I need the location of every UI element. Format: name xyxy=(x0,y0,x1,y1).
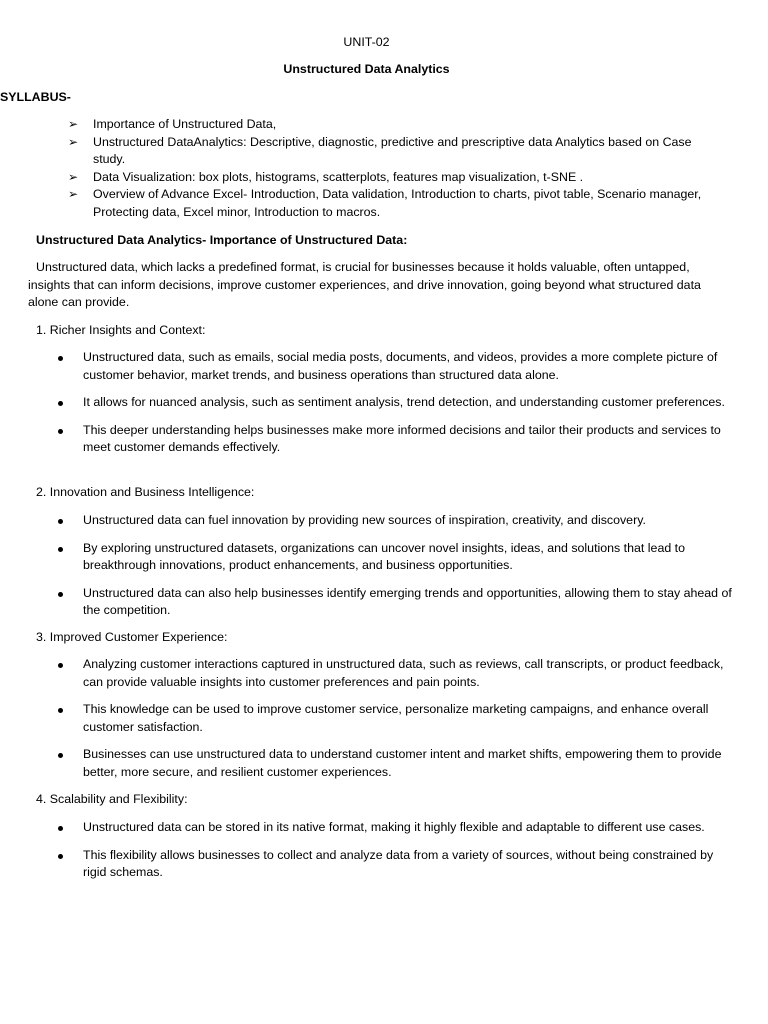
intro-paragraph: Unstructured data, which lacks a predefined format, is crucial for businesses because it holds valuable, often untapped, insights that can inform decisions, improve customer experiences, and drive innovation, going beyond what structured data alone can provide. xyxy=(28,260,701,309)
point-heading: 4. Scalability and Flexibility: xyxy=(36,792,188,806)
bullet-text: Unstructured data can also help businesses identify emerging trends and opportunities, allowing them to stay ahead of the competition. xyxy=(83,585,732,617)
bullet-item xyxy=(0,656,740,691)
bullet-list xyxy=(0,512,740,630)
bullet-dot-icon xyxy=(58,429,63,434)
unit-label: UNIT-02 xyxy=(343,35,390,49)
syllabus-item xyxy=(0,116,740,134)
bullet-text: Unstructured data can be stored in its native format, making it highly flexible and adaptable to different use cases. xyxy=(83,820,705,834)
bullet-text: Businesses can use unstructured data to understand customer intent and market shifts, empowering them to provide better, more secure, and resilient customer experiences. xyxy=(83,747,722,779)
bullet-dot-icon xyxy=(58,708,63,713)
bullet-text: Analyzing customer interactions captured in unstructured data, such as reviews, call transcripts, or product feedback, can provide valuable insights into customer preferences and pain points. xyxy=(83,657,724,689)
bullet-text: This flexibility allows businesses to collect and analyze data from a variety of sources, without being constrained by rigid schemas. xyxy=(83,847,714,879)
bullet-item xyxy=(0,540,740,575)
bullet-dot-icon xyxy=(58,356,63,361)
bullet-text: Unstructured data can fuel innovation by providing new sources of inspiration, creativity, and discovery. xyxy=(83,513,646,527)
bullet-text: By exploring unstructured datasets, organizations can uncover novel insights, ideas, and solutions that lead to breakthrough innovations, product enhancements, and business opportunities. xyxy=(83,540,685,572)
syllabus-list xyxy=(0,116,740,221)
document-title: Unstructured Data Analytics xyxy=(283,62,450,76)
arrow-bullet-icon: ➢ xyxy=(68,187,79,201)
syllabus-item-text: Importance of Unstructured Data, xyxy=(93,117,277,131)
bullet-dot-icon xyxy=(58,854,63,859)
point-heading: 1. Richer Insights and Context: xyxy=(36,323,206,337)
bullet-item xyxy=(0,349,740,384)
syllabus-item xyxy=(0,134,740,169)
bullet-dot-icon xyxy=(58,547,63,552)
bullet-text: This knowledge can be used to improve customer service, personalize marketing campaigns, and enhance overall customer satisfaction. xyxy=(83,702,709,734)
bullet-item xyxy=(0,394,740,412)
bullet-list xyxy=(0,819,740,892)
bullet-dot-icon xyxy=(58,592,63,597)
bullet-dot-icon xyxy=(58,753,63,758)
syllabus-item-text: Unstructured DataAnalytics: Descriptive, diagnostic, predictive and prescriptive data Analytics based on Case study. xyxy=(93,134,692,166)
bullet-item xyxy=(0,512,740,530)
bullet-item xyxy=(0,847,740,882)
bullet-item xyxy=(0,585,740,620)
syllabus-item-text: Overview of Advance Excel- Introduction, Data validation, Introduction to charts, pivot table, Scenario manager, Protecting data, Excel minor, Introduction to macros. xyxy=(93,187,702,219)
syllabus-item xyxy=(0,169,740,187)
bullet-item xyxy=(0,422,740,457)
arrow-bullet-icon: ➢ xyxy=(68,117,79,131)
syllabus-item-text: Data Visualization: box plots, histograms, scatterplots, features map visualization, t-SNE . xyxy=(93,169,584,184)
bullet-text: It allows for nuanced analysis, such as sentiment analysis, trend detection, and understanding customer preferences. xyxy=(83,395,725,409)
bullet-item xyxy=(0,819,740,837)
bullet-dot-icon xyxy=(58,401,63,406)
bullet-dot-icon xyxy=(58,519,63,524)
bullet-list xyxy=(0,349,740,467)
arrow-bullet-icon: ➢ xyxy=(68,169,79,184)
bullet-item xyxy=(0,746,740,781)
syllabus-item xyxy=(0,186,740,221)
point-heading: 3. Improved Customer Experience: xyxy=(36,630,228,644)
bullet-dot-icon xyxy=(58,826,63,831)
point-heading: 2. Innovation and Business Intelligence: xyxy=(36,485,255,499)
syllabus-label: SYLLABUS- xyxy=(0,90,71,104)
bullet-text: Unstructured data, such as emails, social media posts, documents, and videos, provides a more complete picture of customer behavior, market trends, and business operations than structured data alone. xyxy=(83,350,718,382)
bullet-text: This deeper understanding helps businesses make more informed decisions and tailor their products and services to meet customer demands effectively. xyxy=(83,422,721,454)
arrow-bullet-icon: ➢ xyxy=(68,134,79,149)
bullet-item xyxy=(0,701,740,736)
section-heading: Unstructured Data Analytics- Importance of Unstructured Data: xyxy=(36,233,408,247)
bullet-list xyxy=(0,656,740,791)
bullet-dot-icon xyxy=(58,663,63,668)
